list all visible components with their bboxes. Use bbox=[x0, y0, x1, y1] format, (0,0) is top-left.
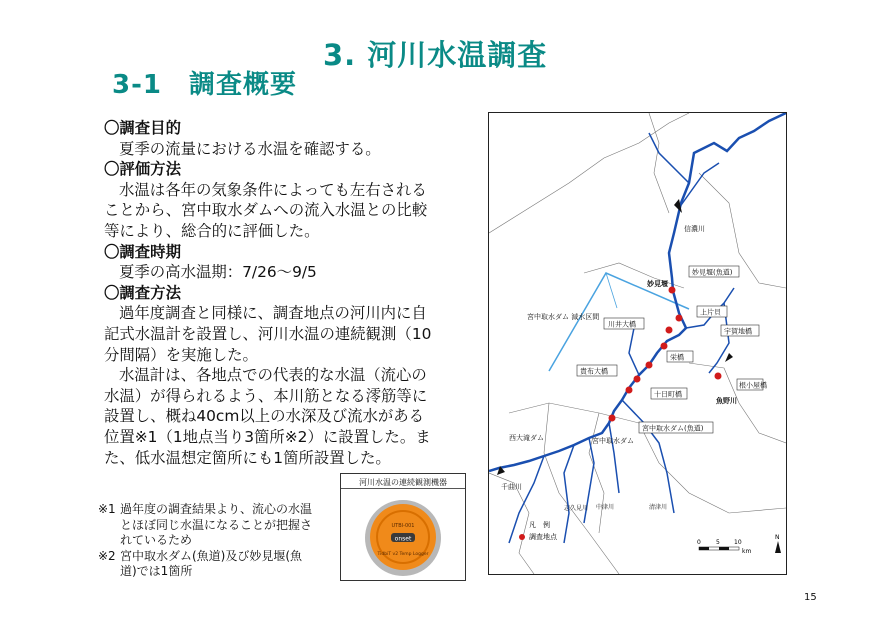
section-line: 過年度調査と同様に、調査地点の河川内に自 bbox=[119, 304, 427, 323]
river-label: 信濃川 bbox=[684, 225, 705, 233]
legend-title: 凡 例 bbox=[529, 521, 550, 529]
section-line: 分間隔）を実施した。 bbox=[104, 345, 258, 364]
footnote-1 bbox=[98, 502, 312, 549]
footnote-text bbox=[120, 502, 312, 549]
north-label: N bbox=[775, 534, 780, 541]
station-marker bbox=[646, 362, 653, 369]
river-label: 魚野川 bbox=[716, 397, 737, 405]
device-model: UTBI-001 bbox=[391, 523, 415, 529]
section-line: た、低水温想定箇所にも1箇所設置した。 bbox=[104, 448, 391, 467]
legend-item: 調査地点 bbox=[529, 533, 557, 541]
river-label: 千曲川 bbox=[501, 483, 522, 491]
section-evaluation bbox=[104, 159, 484, 241]
station-marker bbox=[661, 343, 668, 350]
station-label: 十日町橋 bbox=[654, 390, 682, 399]
dam-label: 宮中取水ダム bbox=[592, 437, 634, 445]
station-label: 川井大橋 bbox=[608, 320, 636, 329]
section-label: 宮中取水ダム 減水区間 bbox=[527, 313, 600, 321]
footnote-2 bbox=[98, 549, 312, 580]
sub-title: 3-1 調査概要 bbox=[112, 70, 297, 100]
section-heading: 〇調査目的 bbox=[104, 119, 181, 137]
section-line: 夏季の流量における水温を確認する。 bbox=[119, 139, 381, 158]
station-label: 栄橋 bbox=[670, 353, 684, 362]
survey-overview bbox=[104, 118, 484, 468]
station-label: 妙見堰(魚道) bbox=[692, 268, 733, 277]
station-label: 上片貝 bbox=[700, 308, 721, 317]
device-brand: onset bbox=[394, 535, 412, 543]
section-heading: 〇評価方法 bbox=[104, 160, 181, 179]
station-marker bbox=[669, 287, 676, 294]
station-marker bbox=[715, 373, 722, 380]
station-marker bbox=[626, 387, 633, 394]
boundary-lines bbox=[489, 113, 786, 574]
station-marker bbox=[609, 415, 616, 422]
footnote-mark: ※1 bbox=[98, 502, 116, 516]
footnote-line: 宮中取水ダム(魚道)及び妙見堰(魚 bbox=[120, 548, 303, 563]
river-label: 中津川 bbox=[596, 504, 615, 511]
logger-photo-panel bbox=[340, 473, 466, 581]
station-label: 根小屋橋 bbox=[739, 381, 767, 390]
section-line: 記式水温計を設置し、河川水温の連続観測（10 bbox=[104, 324, 432, 343]
section-line: 水温は各年の気象条件によっても左右される bbox=[119, 180, 427, 199]
footnote-line: れているため bbox=[120, 533, 193, 547]
river-label: 清津川 bbox=[649, 504, 668, 511]
place-label: 妙見堰 bbox=[647, 280, 668, 288]
station-marker bbox=[676, 315, 683, 322]
section-purpose bbox=[104, 118, 484, 159]
section-line: 水温）が得られるよう、本川筋となる澪筋等に bbox=[104, 386, 428, 405]
survey-map bbox=[488, 112, 787, 575]
footnote-mark: ※2 bbox=[98, 548, 116, 563]
scale-unit: km bbox=[742, 548, 752, 555]
section-line: 夏季の高水温期：7/26〜9/5 bbox=[119, 263, 317, 282]
scale-label: 0 bbox=[697, 539, 701, 546]
device-ring-text: TidbiT v2 Temp Logger bbox=[377, 552, 429, 557]
station-label: 宇賀地橋 bbox=[724, 327, 752, 336]
shinano-river bbox=[489, 113, 786, 471]
section-heading: 〇調査時期 bbox=[104, 242, 181, 261]
section-line: 等により、総合的に評価した。 bbox=[104, 221, 320, 240]
north-arrow-icon bbox=[775, 534, 781, 553]
footnote-line: とほぼ同じ水温になることが把握さ bbox=[120, 517, 313, 532]
logger-device-image bbox=[341, 489, 465, 581]
device-caption: 河川水温の連続観測機器 bbox=[341, 474, 465, 489]
footnote-text bbox=[120, 549, 302, 580]
section-line: 水温計は、各地点での代表的な水温（流心の bbox=[119, 366, 427, 385]
section-heading: 〇調査方法 bbox=[104, 283, 181, 302]
station-label: 宮中取水ダム(魚道) bbox=[642, 424, 704, 433]
section-line: 設置し、概ね40cm以上の水深及び流水がある bbox=[104, 407, 425, 426]
scale-label: 5 bbox=[716, 539, 720, 546]
station-label: 貴布大橋 bbox=[580, 367, 608, 376]
scale-bar bbox=[697, 539, 751, 555]
section-line: 位置※1（1地点当り3箇所※2）に設置した。ま bbox=[104, 427, 431, 446]
dam-label: 西大滝ダム bbox=[509, 434, 544, 442]
section-method bbox=[104, 283, 484, 468]
station-marker bbox=[666, 327, 673, 334]
section-period bbox=[104, 242, 484, 283]
station-marker bbox=[634, 376, 641, 383]
footnote-line: 過年度の調査結果より、流心の水温 bbox=[120, 502, 313, 516]
footnote-line: 道)では1箇所 bbox=[120, 564, 193, 578]
scale-label: 10 bbox=[734, 539, 742, 546]
page-number: 15 bbox=[804, 592, 817, 603]
section-line: ことから、宮中取水ダムへの流入水温との比較 bbox=[104, 201, 428, 220]
river-label: 志久見川 bbox=[564, 505, 589, 512]
footnotes bbox=[98, 502, 312, 580]
tributaries bbox=[509, 133, 734, 543]
main-title: 3. 河川水温調査 bbox=[323, 38, 548, 72]
